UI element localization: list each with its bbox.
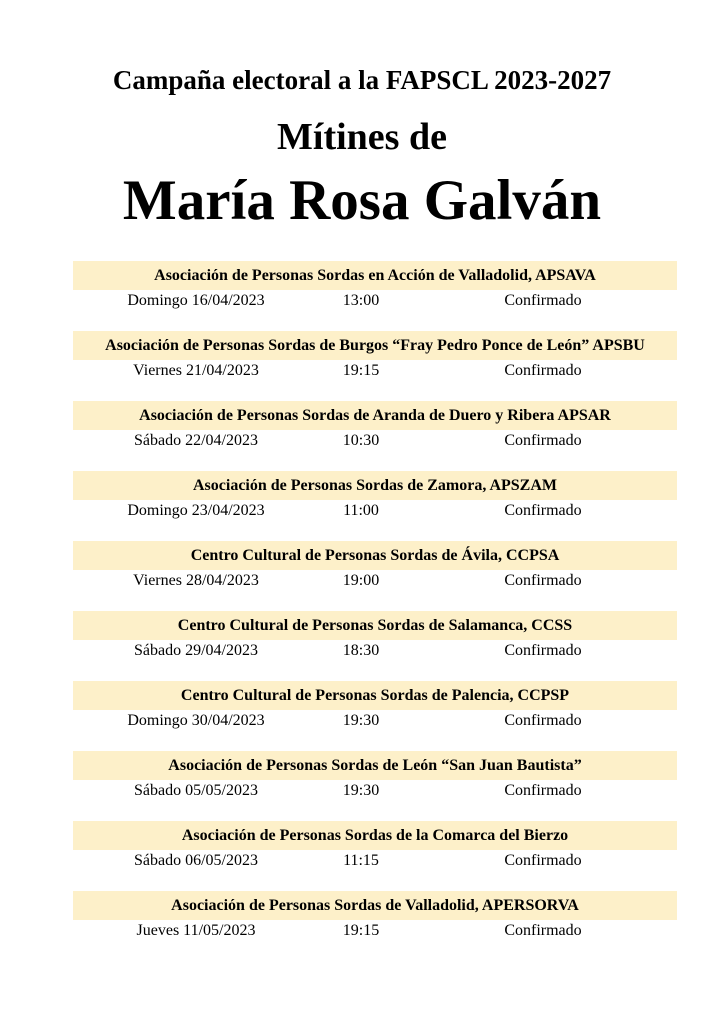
event-time: 11:15	[343, 852, 379, 869]
event-date: Sábado 05/05/2023	[134, 782, 258, 799]
event-association: Asociación de Personas Sordas de Zamora, APSZAM	[73, 471, 677, 500]
event-item	[73, 331, 677, 401]
event-time: 19:30	[342, 712, 380, 729]
event-time: 19:00	[342, 572, 380, 589]
event-status: Confirmado	[504, 572, 582, 589]
event-status: Confirmado	[504, 432, 582, 449]
event-date: Viernes 28/04/2023	[133, 572, 259, 589]
event-time: 19:15	[342, 922, 380, 939]
event-details	[73, 780, 677, 804]
event-status: Confirmado	[504, 712, 582, 729]
event-association: Asociación de Personas Sordas de la Comarca del Bierzo	[73, 821, 677, 850]
event-date: Sábado 29/04/2023	[134, 642, 258, 659]
event-item	[73, 821, 677, 891]
event-status: Confirmado	[504, 852, 582, 869]
event-time: 18:30	[342, 642, 380, 659]
event-date: Domingo 30/04/2023	[127, 712, 265, 729]
events-list	[73, 261, 677, 961]
event-item	[73, 611, 677, 681]
event-item	[73, 401, 677, 471]
event-association: Centro Cultural de Personas Sordas de Ávila, CCPSA	[73, 541, 677, 570]
event-association: Asociación de Personas Sordas de Burgos “Fray Pedro Ponce de León” APSBU	[73, 331, 677, 360]
event-association: Asociación de Personas Sordas de León “San Juan Bautista”	[73, 751, 677, 780]
event-details	[73, 360, 677, 384]
event-date: Domingo 16/04/2023	[127, 292, 265, 309]
event-item	[73, 471, 677, 541]
event-date: Sábado 06/05/2023	[134, 852, 258, 869]
event-time: 19:30	[342, 782, 380, 799]
event-date: Domingo 23/04/2023	[127, 502, 265, 519]
event-time: 10:30	[342, 432, 380, 449]
event-details	[73, 710, 677, 734]
campaign-title: Campaña electoral a la FAPSCL 2023-2027	[112, 65, 612, 95]
event-association: Centro Cultural de Personas Sordas de Palencia, CCPSP	[73, 681, 677, 710]
event-item	[73, 751, 677, 821]
event-status: Confirmado	[504, 642, 582, 659]
event-details	[73, 430, 677, 454]
event-status: Confirmado	[504, 362, 582, 379]
event-association: Centro Cultural de Personas Sordas de Salamanca, CCSS	[73, 611, 677, 640]
event-time: 11:00	[343, 502, 379, 519]
event-status: Confirmado	[504, 922, 582, 939]
event-details	[73, 570, 677, 594]
subtitle: Mítines de	[277, 116, 447, 158]
event-status: Confirmado	[504, 292, 582, 309]
candidate-name: María Rosa Galván	[122, 169, 602, 232]
event-date: Jueves 11/05/2023	[136, 922, 256, 939]
event-date: Sábado 22/04/2023	[134, 432, 258, 449]
event-time: 13:00	[342, 292, 380, 309]
event-date: Viernes 21/04/2023	[133, 362, 259, 379]
event-association: Asociación de Personas Sordas en Acción de Valladolid, APSAVA	[73, 261, 677, 290]
event-item	[73, 261, 677, 331]
event-details	[73, 920, 677, 944]
event-item	[73, 541, 677, 611]
event-status: Confirmado	[504, 502, 582, 519]
event-item	[73, 681, 677, 751]
event-association: Asociación de Personas Sordas de Aranda de Duero y Ribera APSAR	[73, 401, 677, 430]
event-details	[73, 290, 677, 314]
event-association: Asociación de Personas Sordas de Valladolid, APERSORVA	[73, 891, 677, 920]
event-item	[73, 891, 677, 961]
event-details	[73, 500, 677, 524]
event-time: 19:15	[342, 362, 380, 379]
event-details	[73, 850, 677, 874]
event-details	[73, 640, 677, 664]
event-status: Confirmado	[504, 782, 582, 799]
